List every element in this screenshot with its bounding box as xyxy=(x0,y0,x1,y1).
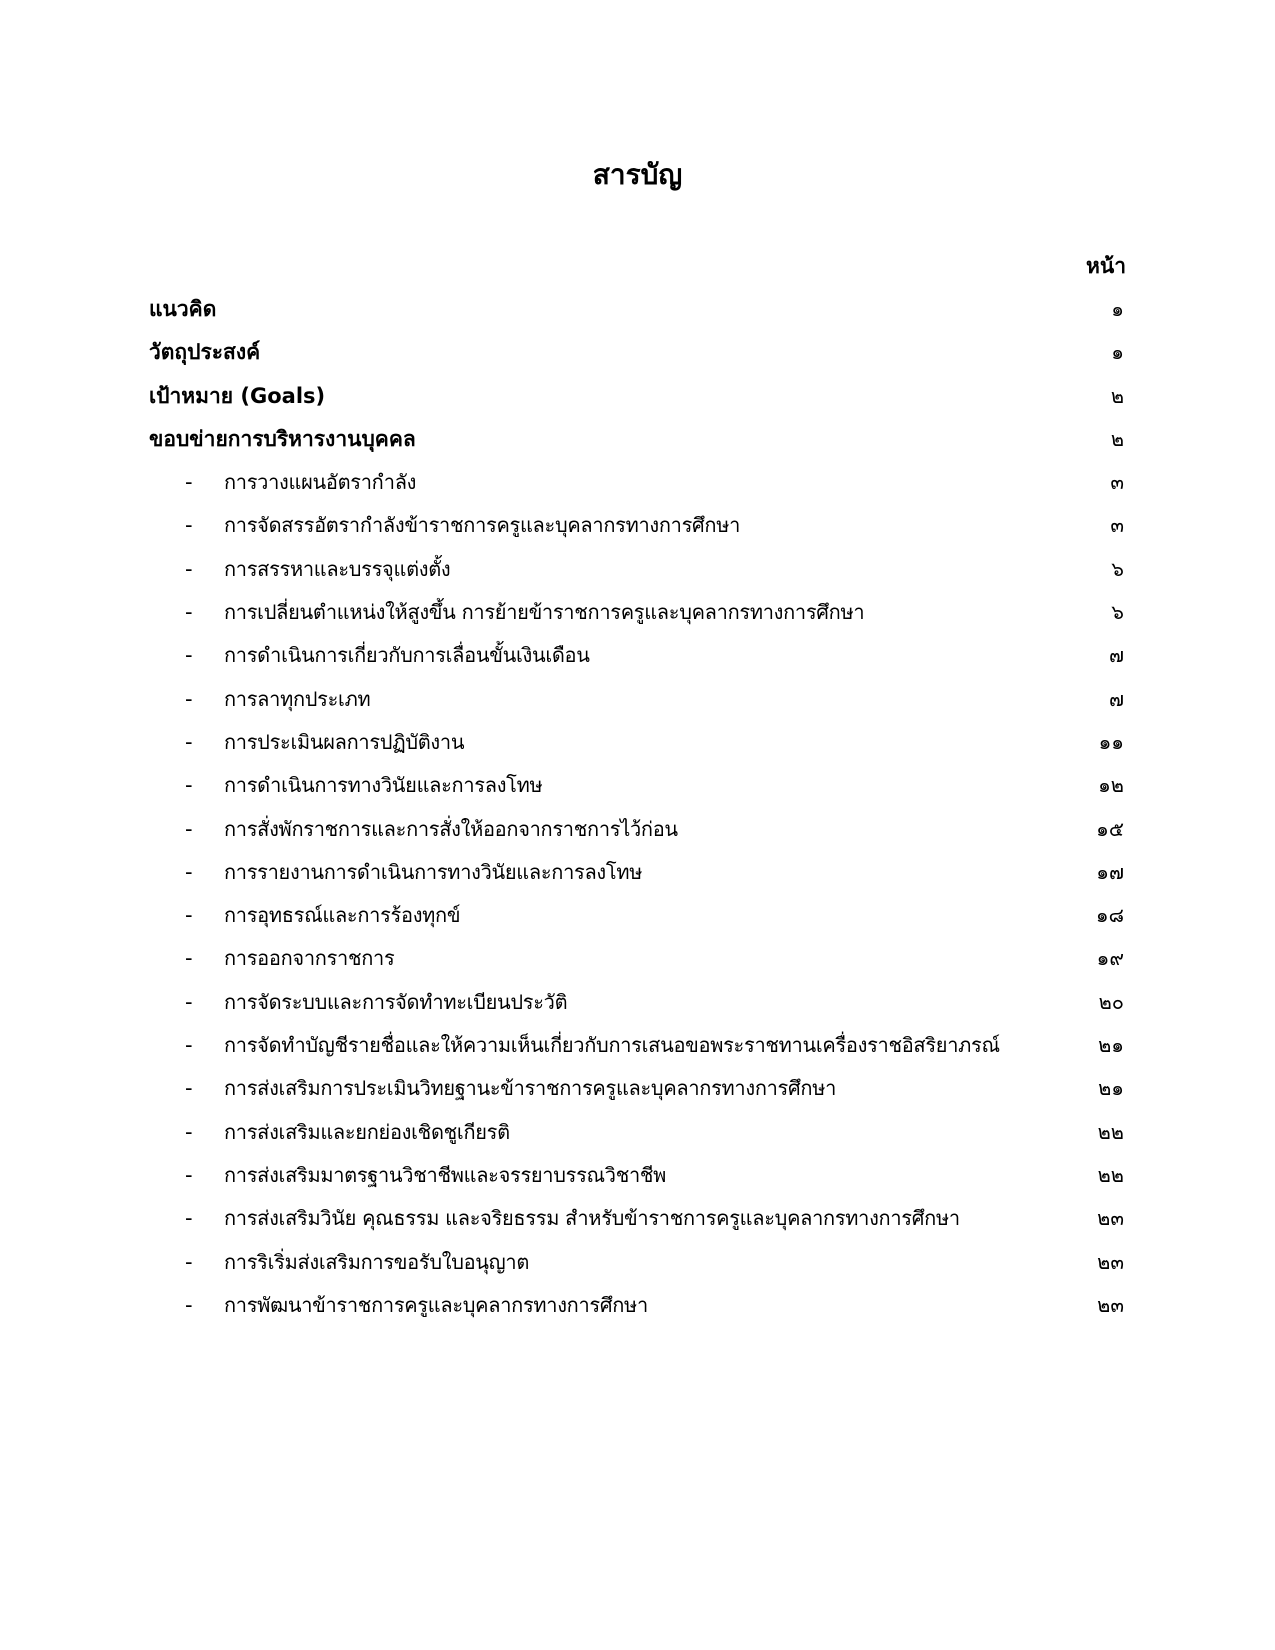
toc-entry-label: การจัดสรรอัตรากำลังข้าราชการครูและบุคลากรทางการศึกษา xyxy=(224,513,741,538)
toc-entry-label: การออกจากราชการ xyxy=(224,946,395,971)
toc-bullet: - xyxy=(185,816,193,841)
toc-subentry[interactable] xyxy=(149,551,1124,594)
toc-entry-label: การพัฒนาข้าราชการครูและบุคลากรทางการศึกษา xyxy=(224,1292,648,1317)
toc-subentry[interactable] xyxy=(149,1200,1124,1243)
toc-bullet: - xyxy=(185,1162,193,1187)
toc-entry-page: ๒๒ xyxy=(1097,1162,1124,1187)
toc-entry-page: ๑๒ xyxy=(1098,773,1124,798)
toc-entry-page: ๗ xyxy=(1108,643,1124,668)
toc-entry-label: แนวคิด xyxy=(149,297,217,321)
toc-subentry[interactable] xyxy=(149,854,1124,897)
toc-entry-page: ๑๘ xyxy=(1095,903,1124,928)
toc-entry-label: วัตถุประสงค์ xyxy=(149,340,261,365)
toc-entry-label: การจัดระบบและการจัดทำทะเบียนประวัติ xyxy=(224,989,568,1014)
toc-entry-label: การรายงานการดำเนินการทางวินัยและการลงโทษ xyxy=(224,859,643,884)
toc-subentry[interactable] xyxy=(149,724,1124,767)
toc-entry-page: ๒ xyxy=(1110,383,1124,408)
toc-subentry[interactable] xyxy=(149,681,1124,724)
toc-subentry[interactable] xyxy=(149,1157,1124,1200)
toc-entry-page: ๒๓ xyxy=(1097,1249,1124,1274)
toc-entry-label: การจัดทำบัญชีรายชื่อและให้ความเห็นเกี่ยวกับการเสนอขอพระราชทานเครื่องราชอิสริยาภรณ์ xyxy=(224,1033,1000,1058)
toc-subentry[interactable] xyxy=(149,1070,1124,1113)
toc-entry-scope[interactable] xyxy=(149,421,1124,464)
toc-entry-page: ๒๒ xyxy=(1097,1119,1124,1144)
toc-subentry[interactable] xyxy=(149,940,1124,983)
toc-entry-label: การส่งเสริมมาตรฐานวิชาชีพและจรรยาบรรณวิชาชีพ xyxy=(224,1162,667,1187)
toc-subentry[interactable] xyxy=(149,637,1124,680)
toc-entry-label: การวางแผนอัตรากำลัง xyxy=(224,470,417,495)
toc-bullet: - xyxy=(185,643,193,668)
toc-subentry[interactable] xyxy=(149,984,1124,1027)
toc-entry-label: การส่งเสริมการประเมินวิทยฐานะข้าราชการครูและบุคลากรทางการศึกษา xyxy=(224,1076,837,1101)
toc-entry-label: การเปลี่ยนตำแหน่งให้สูงขึ้น การย้ายข้าราชการครูและบุคลากรทางการศึกษา xyxy=(224,600,865,625)
toc-entry-page: ๗ xyxy=(1108,686,1124,711)
toc-entry-page: ๒ xyxy=(1110,426,1124,451)
toc-entry-page: ๑๗ xyxy=(1096,859,1124,884)
toc-bullet: - xyxy=(185,1033,193,1058)
toc-bullet: - xyxy=(185,1292,193,1317)
toc-bullet: - xyxy=(185,1119,193,1144)
toc-bullet: - xyxy=(185,470,193,495)
toc-bullet: - xyxy=(185,513,193,538)
toc-entry-label: การดำเนินการทางวินัยและการลงโทษ xyxy=(224,773,543,798)
toc-subentry[interactable] xyxy=(149,767,1124,810)
toc-entry-page: ๓ xyxy=(1110,470,1124,495)
toc-entry-page: ๓ xyxy=(1110,513,1124,538)
page-number-column-header: หน้า xyxy=(1086,254,1126,278)
toc-entry-page: ๒๑ xyxy=(1098,1076,1124,1101)
toc-entry-page: ๒๓ xyxy=(1097,1206,1124,1231)
toc-entry-label: การดำเนินการเกี่ยวกับการเลื่อนขั้นเงินเดือน xyxy=(224,643,590,668)
toc-subentry[interactable] xyxy=(149,1027,1124,1070)
toc-entry-label: การส่งเสริมและยกย่องเชิดชูเกียรติ xyxy=(224,1119,510,1144)
toc-entry-page: ๒๑ xyxy=(1098,1033,1124,1058)
toc-bullet: - xyxy=(185,946,193,971)
toc-subentry[interactable] xyxy=(149,1114,1124,1157)
toc-bullet: - xyxy=(185,600,193,625)
toc-subentry[interactable] xyxy=(149,507,1124,550)
toc-bullet: - xyxy=(185,686,193,711)
toc-bullet: - xyxy=(185,903,193,928)
toc-entry-page: ๒๐ xyxy=(1098,989,1124,1014)
toc-entry-goals[interactable] xyxy=(149,378,1124,421)
toc-entry-label: การริเริ่มส่งเสริมการขอรับใบอนุญาต xyxy=(224,1249,530,1274)
toc-bullet: - xyxy=(185,1249,193,1274)
toc-subentry[interactable] xyxy=(149,811,1124,854)
toc-entry-page: ๑๙ xyxy=(1096,946,1124,971)
toc-entry-label: เป้าหมาย (Goals) xyxy=(149,383,326,408)
toc-entry-page: ๖ xyxy=(1111,556,1124,581)
toc-subentry[interactable] xyxy=(149,1287,1124,1330)
toc-entry-label: ขอบข่ายการบริหารงานบุคคล xyxy=(149,426,416,451)
toc-entry-page: ๑ xyxy=(1111,297,1124,321)
toc-entry-page: ๒๓ xyxy=(1097,1292,1124,1317)
toc-subentry[interactable] xyxy=(149,464,1124,507)
toc-entry-page: ๖ xyxy=(1111,600,1124,625)
toc-bullet: - xyxy=(185,556,193,581)
toc-bullet: - xyxy=(185,859,193,884)
toc-entry-page: ๑ xyxy=(1111,340,1124,365)
toc-entry-concept[interactable] xyxy=(149,291,1124,334)
toc-entry-label: การสั่งพักราชการและการสั่งให้ออกจากราชการไว้ก่อน xyxy=(224,816,678,841)
toc-bullet: - xyxy=(185,989,193,1014)
toc-entry-objectives[interactable] xyxy=(149,334,1124,377)
toc-bullet: - xyxy=(185,729,193,754)
toc-entry-label: การประเมินผลการปฏิบัติงาน xyxy=(224,729,465,754)
toc-bullet: - xyxy=(185,1076,193,1101)
table-of-contents xyxy=(149,291,1124,1330)
toc-entry-page: ๑๑ xyxy=(1098,729,1124,754)
toc-entry-label: การส่งเสริมวินัย คุณธรรม และจริยธรรม สำหรับข้าราชการครูและบุคลากรทางการศึกษา xyxy=(224,1206,960,1231)
toc-bullet: - xyxy=(185,1206,193,1231)
toc-entry-label: การลาทุกประเภท xyxy=(224,686,371,711)
toc-subentry[interactable] xyxy=(149,1244,1124,1287)
toc-subentry[interactable] xyxy=(149,897,1124,940)
toc-bullet: - xyxy=(185,773,193,798)
toc-entry-page: ๑๕ xyxy=(1096,816,1124,841)
page-title: สารบัญ xyxy=(592,158,683,191)
toc-entry-label: การสรรหาและบรรจุแต่งตั้ง xyxy=(224,556,451,581)
toc-entry-label: การอุทธรณ์และการร้องทุกข์ xyxy=(224,903,461,928)
toc-subentry[interactable] xyxy=(149,594,1124,637)
